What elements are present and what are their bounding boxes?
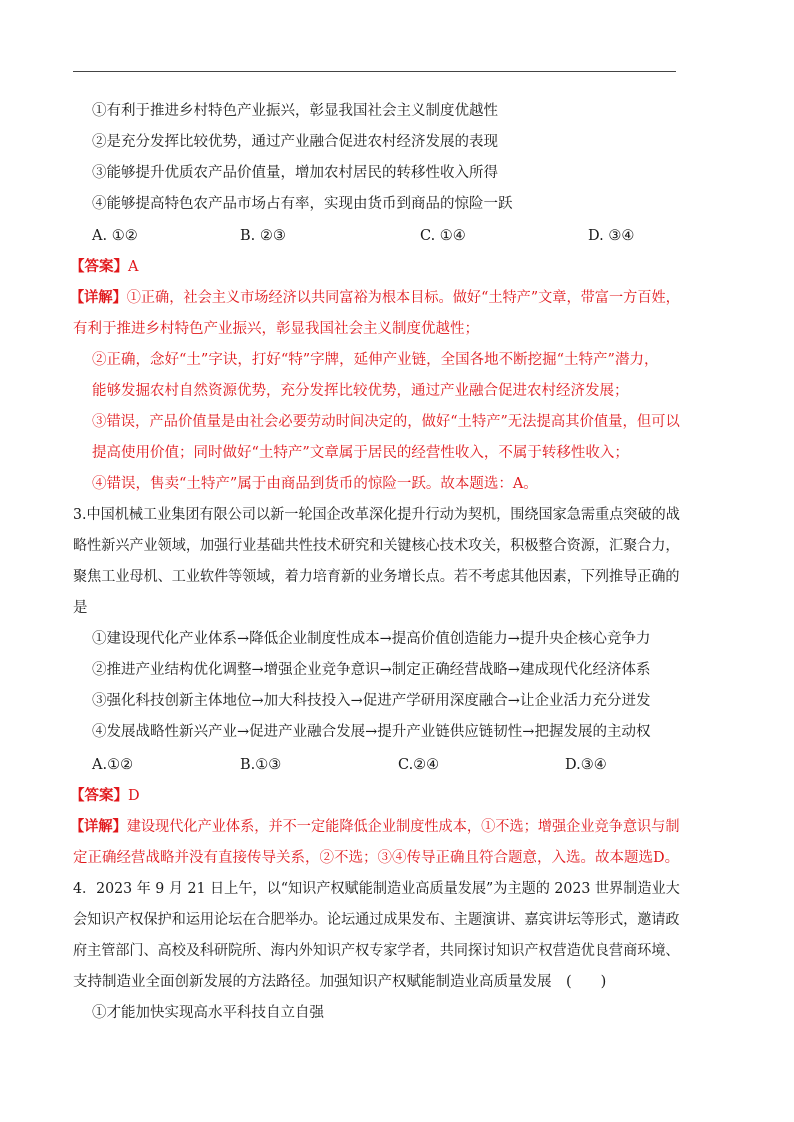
q2-option-b: B. ②③ bbox=[240, 228, 286, 244]
q2-statement-3: ③能够提升优质农产品价值量，增加农村居民的转移性收入所得 bbox=[92, 165, 498, 181]
q2-explain-label: 【详解】 bbox=[70, 289, 127, 306]
q3-explain-line-2: 定正确经营战略并没有直接传导关系，②不选；③④传导正确且符合题意，入选。故本题选D。 bbox=[73, 850, 680, 866]
q4-stem-line-2: 会知识产权保护和运用论坛在合肥举办。论坛通过成果发布、主题演讲、嘉宾讲坛等形式，邀请政 bbox=[73, 912, 680, 928]
q3-explain-label: 【详解】 bbox=[70, 818, 127, 835]
q3-stem-line-2: 略性新兴产业领域，加强行业基础共性技术研究和关键核心技术攻关，积极整合资源，汇聚合力， bbox=[73, 538, 680, 554]
q3-option-a: A.①② bbox=[92, 757, 134, 773]
q4-stem-line-3: 府主管部门、高校及科研院所、海内外知识产权专家学者，共同探讨知识产权营造优良营商环境、 bbox=[73, 943, 680, 959]
q3-option-c: C.②④ bbox=[398, 757, 440, 773]
q4-stem-line-4: 支持制造业全面创新发展的方法路径。加强知识产权赋能制造业高质量发展 ( ) bbox=[73, 974, 607, 990]
q3-stem-line-3: 聚焦工业母机、工业软件等领域，着力培育新的业务增长点。若不考虑其他因素，下列推导正确的 bbox=[73, 569, 680, 585]
q2-statement-1: ①有利于推进乡村特色产业振兴，彰显我国社会主义制度优越性 bbox=[92, 103, 498, 119]
q2-answer-value: A bbox=[128, 259, 139, 275]
q2-answer bbox=[70, 257, 138, 277]
q2-option-d: D. ③④ bbox=[588, 228, 635, 244]
q2-option-c: C. ①④ bbox=[420, 228, 466, 244]
q2-explain-line-6: 提高使用价值；同时做好“土特产”文章属于居民的经营性收入，不属于转移性收入； bbox=[92, 445, 629, 461]
q4-statement-1: ①才能加快实现高水平科技自立自强 bbox=[92, 1005, 324, 1021]
q3-statement-3: ③强化科技创新主体地位→加大科技投入→促进产学研用深度融合→让企业活力充分迸发 bbox=[92, 693, 651, 709]
q3-statement-1: ①建设现代化产业体系→降低企业制度性成本→提高价值创造能力→提升央企核心竞争力 bbox=[92, 631, 651, 647]
q3-explain-text-1: 建设现代化产业体系，并不一定能降低企业制度性成本，①不选；增强企业竞争意识与制 bbox=[126, 819, 680, 835]
q2-option-a: A. ①② bbox=[92, 228, 138, 244]
q2-statement-2: ②是充分发挥比较优势，通过产业融合促进农村经济发展的表现 bbox=[92, 134, 498, 150]
q3-statement-4: ④发展战略性新兴产业→促进产业融合发展→提升产业链供应链韧性→把握发展的主动权 bbox=[92, 724, 651, 740]
q3-answer-value: D bbox=[128, 788, 140, 804]
q2-explain-line-3: ②正确，念好“土”字诀，打好“特”字牌，延伸产业链，全国各地不断挖掘“土特产”潜力， bbox=[92, 352, 659, 368]
header-rule bbox=[73, 71, 676, 72]
q2-explain-line-4: 能够发掘农村自然资源优势，充分发挥比较优势，通过产业融合促进农村经济发展； bbox=[92, 383, 629, 399]
q2-explain-line-5: ③错误，产品价值量是由社会必要劳动时间决定的，做好“土特产”无法提高其价值量，但可以 bbox=[92, 414, 680, 430]
q3-stem-line-1: 3.中国机械工业集团有限公司以新一轮国企改革深化提升行动为契机，围绕国家急需重点突破的战 bbox=[73, 507, 680, 523]
q3-option-d: D.③④ bbox=[565, 757, 607, 773]
q4-stem-line-1: 4．2023 年 9 月 21 日上午，以“知识产权赋能制造业高质量发展”为主题的 2023 世界制造业大 bbox=[73, 881, 680, 897]
q3-option-b: B.①③ bbox=[240, 757, 282, 773]
q2-explain-text-1: ①正确，社会主义市场经济以共同富裕为根本目标。做好“土特产”文章，带富一方百姓， bbox=[126, 290, 680, 306]
q3-answer-label: 【答案】 bbox=[70, 787, 128, 804]
q3-stem-line-4: 是 bbox=[73, 600, 88, 616]
q3-explain-line-1 bbox=[70, 817, 680, 837]
q2-answer-label: 【答案】 bbox=[70, 258, 128, 275]
q2-explain-line-1 bbox=[70, 288, 680, 308]
q2-explain-line-2: 有利于推进乡村特色产业振兴，彰显我国社会主义制度优越性； bbox=[73, 321, 479, 337]
q3-statement-2: ②推进产业结构优化调整→增强企业竞争意识→制定正确经营战略→建成现代化经济体系 bbox=[92, 662, 651, 678]
q2-statement-4: ④能够提高特色农产品市场占有率，实现由货币到商品的惊险一跃 bbox=[92, 196, 513, 212]
q2-explain-line-7: ④错误，售卖“土特产”属于由商品到货币的惊险一跃。故本题选：A。 bbox=[92, 476, 538, 492]
q3-answer bbox=[70, 786, 140, 806]
